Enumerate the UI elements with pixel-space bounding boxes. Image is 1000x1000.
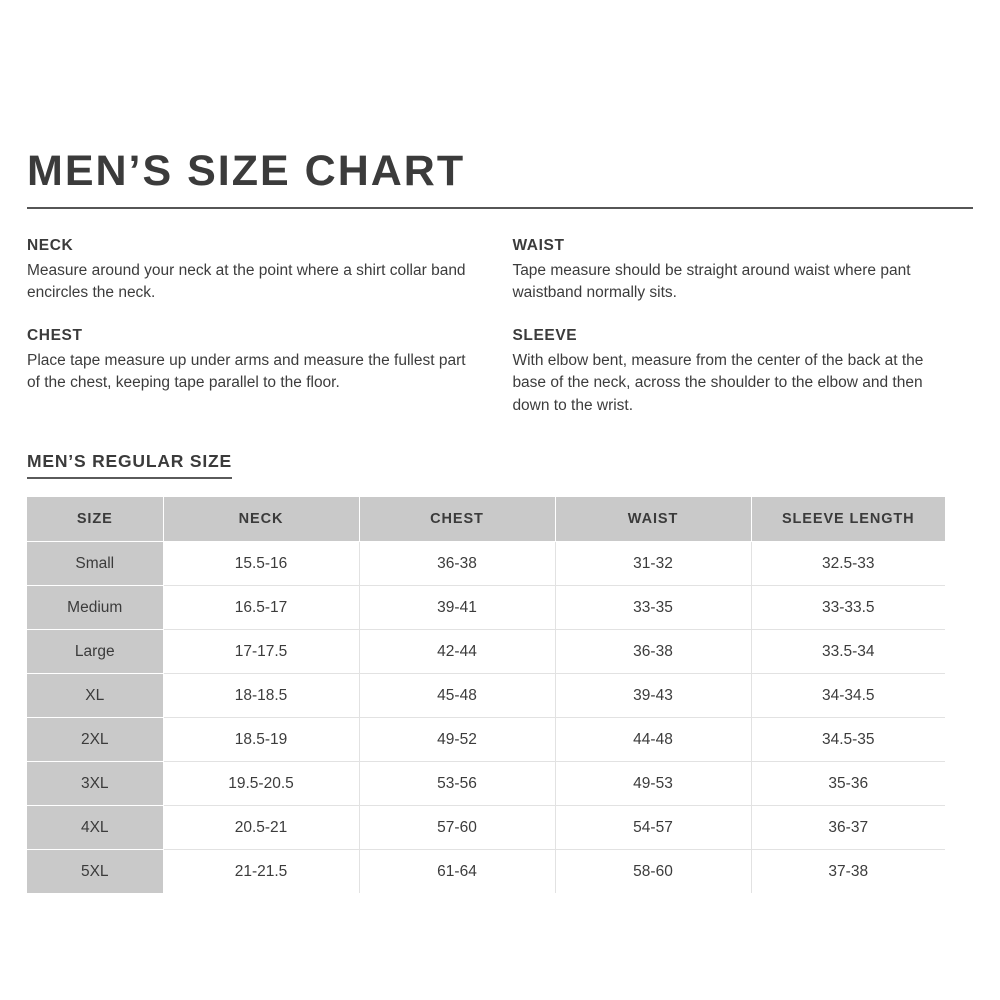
cell-chest: 49-52 [359,718,555,762]
cell-chest: 45-48 [359,674,555,718]
definition-waist [512,237,945,305]
definition-text: Place tape measure up under arms and measure the fullest part of the chest, keeping tape parallel to the floor. [27,351,466,392]
cell-chest: 61-64 [359,850,555,894]
cell-chest: 53-56 [359,762,555,806]
cell-sleeve: 33-33.5 [751,586,945,630]
cell-waist: 49-53 [555,762,751,806]
cell-chest: 39-41 [359,586,555,630]
cell-chest: 36-38 [359,542,555,586]
cell-waist: 39-43 [555,674,751,718]
definition-term: WAIST [512,237,565,254]
definition-term: NECK [27,237,74,254]
cell-waist: 54-57 [555,806,751,850]
cell-neck: 18-18.5 [163,674,359,718]
cell-size: XL [27,674,163,718]
cell-waist: 31-32 [555,542,751,586]
regular-size-section [27,451,945,893]
column-header-sleeve: SLEEVE LENGTH [751,497,945,542]
cell-waist: 36-38 [555,630,751,674]
definition-term: SLEEVE [512,326,578,344]
cell-size: Small [27,542,163,586]
table-row [27,806,945,850]
cell-neck: 18.5-19 [163,718,359,762]
table-row [27,762,945,806]
section-title: MEN’S REGULAR SIZE [27,451,232,479]
definitions-column-right [512,237,945,439]
cell-sleeve: 36-37 [751,806,945,850]
table-row [27,630,945,674]
cell-size: 3XL [27,762,163,806]
table-header-row [27,497,945,542]
table-row [27,850,945,894]
definition-neck [27,237,512,305]
cell-neck: 17-17.5 [163,630,359,674]
definition-text: With elbow bent, measure from the center of the back at the base of the neck, across the shoulder to the elbow and then down to the wrist. [512,351,924,414]
cell-neck: 15.5-16 [163,542,359,586]
cell-chest: 42-44 [359,630,555,674]
page-title: MEN’S SIZE CHART [27,147,466,195]
cell-size: 2XL [27,718,163,762]
definition-chest [27,327,512,395]
column-header-size: SIZE [27,497,163,542]
cell-waist: 58-60 [555,850,751,894]
title-divider [27,207,973,209]
cell-waist: 33-35 [555,586,751,630]
definition-text: Tape measure should be straight around waist where pant waistband normally sits. [512,262,911,302]
cell-size: 5XL [27,850,163,894]
cell-sleeve: 32.5-33 [751,542,945,586]
cell-sleeve: 37-38 [751,850,945,894]
column-header-neck: NECK [163,497,359,542]
cell-neck: 21-21.5 [163,850,359,894]
cell-size: 4XL [27,806,163,850]
size-table [27,497,945,893]
cell-size: Medium [27,586,163,630]
table-row [27,586,945,630]
cell-neck: 16.5-17 [163,586,359,630]
cell-chest: 57-60 [359,806,555,850]
definition-sleeve [512,327,945,417]
definitions-column-left [27,237,512,439]
cell-sleeve: 35-36 [751,762,945,806]
column-header-chest: CHEST [359,497,555,542]
column-header-waist: WAIST [555,497,751,542]
table-row [27,542,945,586]
table-row [27,674,945,718]
measurement-definitions [27,237,945,439]
cell-neck: 20.5-21 [163,806,359,850]
cell-waist: 44-48 [555,718,751,762]
definition-term: CHEST [27,326,83,344]
cell-sleeve: 34.5-35 [751,718,945,762]
definition-text: Measure around your neck at the point where a shirt collar band encircles the neck. [27,262,466,302]
cell-sleeve: 33.5-34 [751,630,945,674]
cell-neck: 19.5-20.5 [163,762,359,806]
table-row [27,718,945,762]
cell-sleeve: 34-34.5 [751,674,945,718]
cell-size: Large [27,630,163,674]
